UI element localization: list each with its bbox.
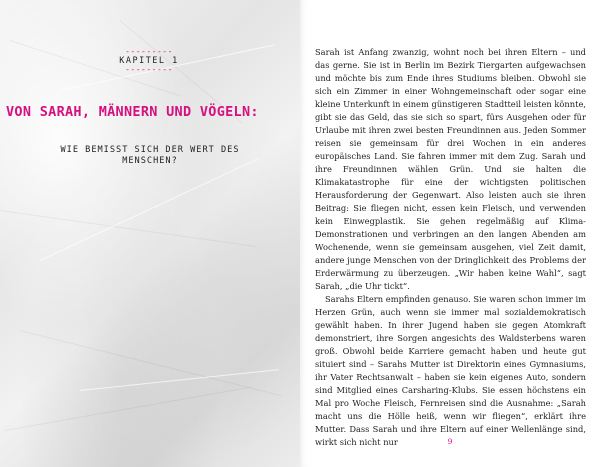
chapter-subtitle-line-2: MENSCHEN? [122,156,178,166]
chapter-title: VON SARAH, MÄNNERN UND VÖGELN: [6,104,259,120]
dash-line-top: --------- [125,47,173,56]
chapter-label-block [116,48,182,74]
paragraph-2: Sarahs Eltern empfinden genauso. Sie waren schon immer im Herzen Grün, auch wenn sie immer mal sozialdemokratisch gewählt haben. In ihrer Jugend haben sie gegen Atomkraft demonstriert, ihre Sorgen angesichts des Waldsterbens waren groß. Obwohl beide Karriere gemacht haben und heute gut situiert sind – Sarahs Mutter ist Direktorin eines Gymnasiums, ihr Vater Rechtsanwalt – haben sie kein eigenes Auto, sondern sind Mitglied eines Carsharing-Klubs. Sie essen höchstens ein Mal pro Woche Fleisch, Fernreisen sind die Ausnahme: „Sarah macht uns die Hölle heiß, wenn wir fliegen“, erklärt ihre Mutter. Dass Sarah und ihre Eltern auf einer Wellenlänge sind, wirkt sich nicht nur [315,294,586,447]
paragraph-1: Sarah ist Anfang zwanzig, wohnt noch bei ihren Eltern – und das gerne. Sie ist in Berlin im Bezirk Tiergarten aufgewachsen und möchte bis zum Ende ihres Studiums bleiben. Obwohl sie sich ein Zimmer in einer Wohngemeinschaft oder sogar eine kleine Unterkunft in einem günstigeren Stadtteil leisten könnte, gibt sie das Geld, das sie sich so spart, fürs Ausgehen oder für Urlaube mit ihren zwei besten Freundinnen aus. Jeden Sommer reisen sie gemeinsam für drei Wochen in ein anderes europäisches Land. Sie fahren immer mit dem Zug. Sarah und ihre Freundinnen wählen Grün. Und sie halten die Klimakatastrophe für eine der wichtigsten politischen Herausforderung der Gegenwart. Also leisten auch sie ihren Beitrag: Sie fliegen nicht, essen kein Fleisch, und verwenden kein Einwegplastik. Sie gehen regelmäßig auf Klima-Demonstrationen und verbringen an den langen Abenden am Wochenende, wenn sie gemeinsam ausgehen, viel Zeit damit, andere junge Menschen von der Dringlichkeit des Problems der Erderwärmung zu überzeugen. „Wir haben keine Wahl“, sagt Sarah, „die Uhr tickt“. [315,47,586,291]
right-page [300,0,600,467]
body-text [315,46,586,449]
chapter-subtitle [20,145,280,167]
page-number: 9 [447,437,453,446]
dash-line-bottom: --------- [125,65,173,74]
chapter-label: KAPITEL 1 [119,56,179,66]
chapter-subtitle-line-1: WIE BEMISST SICH DER WERT DES [60,145,240,155]
